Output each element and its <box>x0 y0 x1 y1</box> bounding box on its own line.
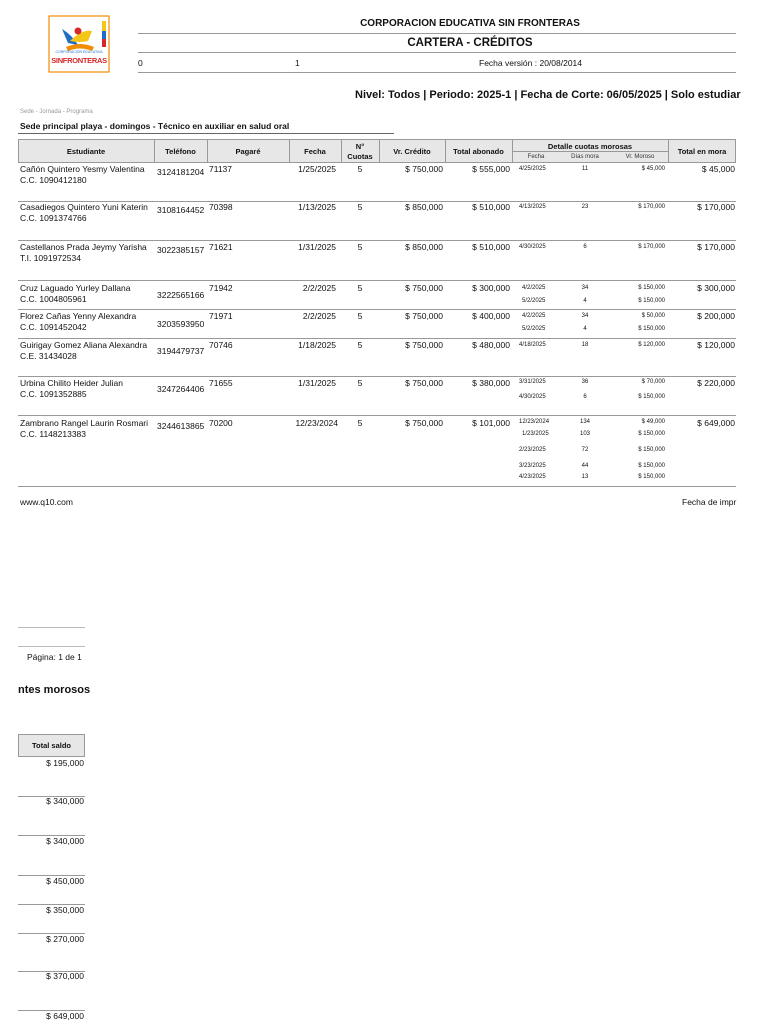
total-saldo-cell: $ 195,000 <box>46 758 84 768</box>
student-doc: C.E. 31434028 <box>20 351 77 361</box>
detail-date: 12/23/2024 <box>519 419 550 425</box>
col-cuotas-1: N° <box>355 142 365 151</box>
student-name: Cruz Laguado Yurley Dallana <box>20 283 131 293</box>
organization-name: CORPORACION EDUCATIVA SIN FRONTERAS <box>360 18 580 29</box>
credit-date: 1/25/2025 <box>298 164 336 174</box>
col-cuotas-2: Cuotas <box>347 152 373 161</box>
credit-date: 1/18/2025 <box>298 340 336 350</box>
total-overdue: $ 300,000 <box>697 283 735 293</box>
detail-amount: $ 150,000 <box>638 285 665 291</box>
pagare: 71655 <box>209 378 233 388</box>
student-doc: C.C. 1091352885 <box>20 389 87 399</box>
credit-value: $ 750,000 <box>405 311 443 321</box>
detail-amount: $ 49,000 <box>641 419 665 425</box>
student-doc: C.C. 1090412180 <box>20 175 87 185</box>
detail-days: 44 <box>581 463 589 469</box>
detail-amount: $ 150,000 <box>638 394 665 400</box>
total-paid: $ 101,000 <box>472 418 510 428</box>
student-name: Castellanos Prada Jeymy Yarisha <box>20 242 147 252</box>
student-doc: C.C. 1004805961 <box>20 294 87 304</box>
detail-amount: $ 170,000 <box>638 204 665 210</box>
row-divider <box>18 240 736 241</box>
detail-amount: $ 50,000 <box>641 313 665 319</box>
student-doc: C.C. 1091374766 <box>20 213 87 223</box>
detail-days: 72 <box>581 447 589 453</box>
overflow-title-fragment: ntes morosos <box>18 684 91 696</box>
detail-date: 5/2/2025 <box>522 298 546 304</box>
detail-amount: $ 150,000 <box>638 298 665 304</box>
detail-days: 6 <box>583 244 587 250</box>
total-overdue: $ 220,000 <box>697 378 735 388</box>
student-name: Casadiegos Quintero Yuni Katerin <box>20 202 148 212</box>
student-name: Florez Cañas Yenny Alexandra <box>20 311 137 321</box>
detail-days: 18 <box>581 342 589 348</box>
student-name: Urbina Chilito Heider Julian <box>20 378 123 388</box>
credit-date: 2/2/2025 <box>302 311 336 321</box>
credit-value: $ 750,000 <box>405 378 443 388</box>
installments: 5 <box>357 164 363 174</box>
detail-amount: $ 150,000 <box>638 463 665 469</box>
row-divider <box>18 280 736 281</box>
credit-value: $ 750,000 <box>405 164 443 174</box>
report-title: CARTERA - CRÉDITOS <box>407 37 533 49</box>
total-overdue: $ 200,000 <box>697 311 735 321</box>
detail-days: 4 <box>583 298 587 304</box>
pagare: 71621 <box>209 242 233 252</box>
student-name: Zambrano Rangel Laurin Rosmari <box>20 418 149 428</box>
detail-amount: $ 150,000 <box>638 474 665 480</box>
installments: 5 <box>357 202 363 212</box>
pagare: 70200 <box>209 418 233 428</box>
detail-date: 4/30/2025 <box>519 394 546 400</box>
filters-line: Nivel: Todos | Periodo: 2025-1 | Fecha de Corte: 06/05/2025 | Solo estudiar <box>355 89 741 101</box>
detail-date: 4/2/2025 <box>522 313 546 319</box>
header-rule-1 <box>138 33 736 34</box>
credit-date: 12/23/2024 <box>295 418 338 428</box>
header-rule-3 <box>138 72 736 73</box>
detail-days: 36 <box>581 379 589 385</box>
detail-date: 3/23/2025 <box>519 463 546 469</box>
row-divider <box>18 415 736 416</box>
col-total-abonado: Total abonado <box>453 147 504 156</box>
installments: 5 <box>357 378 363 388</box>
total-paid: $ 380,000 <box>472 378 510 388</box>
total-paid: $ 400,000 <box>472 311 510 321</box>
total-overdue: $ 649,000 <box>697 418 735 428</box>
col-fecha: Fecha <box>304 147 326 156</box>
total-paid: $ 480,000 <box>472 340 510 350</box>
version-date: Fecha versión : 20/08/2014 <box>479 58 583 68</box>
detail-amount: $ 170,000 <box>638 244 665 250</box>
detail-date: 4/25/2025 <box>519 166 546 172</box>
credit-date: 1/31/2025 <box>298 378 336 388</box>
student-phone: 3022385157 <box>157 245 205 255</box>
col-estudiante: Estudiante <box>66 147 106 156</box>
credit-value: $ 750,000 <box>405 340 443 350</box>
credit-date: 2/2/2025 <box>302 283 336 293</box>
col-vr-credito: Vr. Crédito <box>393 147 431 156</box>
student-phone: 3203593950 <box>157 319 205 329</box>
detail-days: 4 <box>583 326 587 332</box>
total-saldo-cell: $ 649,000 <box>46 1011 84 1021</box>
detail-days: 23 <box>581 204 589 210</box>
col-detalle: Detalle cuotas morosas <box>547 142 633 151</box>
total-saldo-cell: $ 270,000 <box>46 934 84 944</box>
detail-days: 11 <box>581 166 589 172</box>
pagare: 71971 <box>209 311 233 321</box>
student-name: Guirigay Gomez Aliana Alexandra <box>20 340 148 350</box>
student-phone: 3222565166 <box>157 290 205 300</box>
total-paid: $ 300,000 <box>472 283 510 293</box>
col-total-mora: Total en mora <box>677 147 727 156</box>
installments: 5 <box>357 311 363 321</box>
pagare: 70398 <box>209 202 233 212</box>
page-number-mid: 1 <box>295 58 300 68</box>
total-paid: $ 555,000 <box>472 164 510 174</box>
header-rule-2 <box>138 52 736 53</box>
detail-days: 13 <box>581 474 589 480</box>
col-pagare: Pagaré <box>235 147 261 156</box>
credit-value: $ 750,000 <box>405 418 443 428</box>
detail-date: 4/13/2025 <box>519 204 546 210</box>
installments: 5 <box>357 283 363 293</box>
detail-amount: $ 120,000 <box>638 342 665 348</box>
student-doc: C.C. 1091452042 <box>20 322 87 332</box>
col-det-fecha: Fecha <box>527 154 545 160</box>
detail-date: 4/18/2025 <box>519 342 546 348</box>
left-code: 0 <box>138 58 143 68</box>
student-phone: 3108164452 <box>157 205 205 215</box>
credit-value: $ 850,000 <box>405 242 443 252</box>
detail-amount: $ 150,000 <box>638 431 665 437</box>
detail-date: 1/23/2025 <box>522 431 549 437</box>
page-indicator: Página: 1 de 1 <box>27 652 82 662</box>
row-divider <box>18 309 736 310</box>
credit-value: $ 750,000 <box>405 283 443 293</box>
installments: 5 <box>357 418 363 428</box>
total-paid: $ 510,000 <box>472 202 510 212</box>
col-telefono: Teléfono <box>165 147 196 156</box>
detail-amount: $ 45,000 <box>641 166 665 172</box>
detail-date: 3/31/2025 <box>519 379 546 385</box>
detail-date: 5/2/2025 <box>522 326 546 332</box>
total-overdue: $ 45,000 <box>701 164 735 174</box>
row-divider <box>18 376 736 377</box>
footer-rule <box>18 646 85 647</box>
detail-days: 6 <box>583 394 587 400</box>
sede-caption: Sede - Jornada - Programa <box>20 109 93 115</box>
student-doc: C.C. 1148213383 <box>20 429 87 439</box>
detalle-subrule <box>512 151 668 152</box>
row-divider <box>18 338 736 339</box>
total-saldo-cell: $ 340,000 <box>46 796 84 806</box>
student-phone: 3194479737 <box>157 346 205 356</box>
sede-title: Sede principal playa - domingos - Técnico en auxiliar en salud oral <box>20 121 290 131</box>
total-saldo-header: Total saldo <box>18 734 85 757</box>
col-det-dias: Días mora <box>571 154 599 160</box>
pagare: 71137 <box>209 164 233 174</box>
credit-date: 1/13/2025 <box>298 202 336 212</box>
detail-days: 34 <box>581 313 589 319</box>
detail-date: 4/2/2025 <box>522 285 546 291</box>
detail-date: 2/23/2025 <box>519 447 546 453</box>
total-paid: $ 510,000 <box>472 242 510 252</box>
logo-text-bottom: SINFRONTERAS <box>51 56 107 65</box>
sede-underline <box>18 133 394 134</box>
detail-amount: $ 150,000 <box>638 326 665 332</box>
detail-amount: $ 150,000 <box>638 447 665 453</box>
pagare: 70746 <box>209 340 233 350</box>
student-phone: 3247264406 <box>157 384 205 394</box>
total-overdue: $ 170,000 <box>697 242 735 252</box>
detail-date: 4/30/2025 <box>519 244 546 250</box>
detail-days: 34 <box>581 285 589 291</box>
detail-days: 134 <box>579 419 590 425</box>
logo-text-top: CORPORACIÓN EDUCATIVA <box>55 50 103 54</box>
installments: 5 <box>357 242 363 252</box>
print-date-label: Fecha de impr <box>682 497 737 507</box>
total-saldo-cell: $ 350,000 <box>46 905 84 915</box>
detail-days: 103 <box>579 431 590 437</box>
website-link[interactable]: www.q10.com <box>20 497 73 507</box>
student-phone: 3244613865 <box>157 421 205 431</box>
total-saldo-cell: $ 340,000 <box>46 836 84 846</box>
credit-date: 1/31/2025 <box>298 242 336 252</box>
col-det-vr: Vr. Moroso <box>625 154 655 160</box>
total-saldo-cell: $ 450,000 <box>46 876 84 886</box>
total-overdue: $ 120,000 <box>697 340 735 350</box>
credit-value: $ 850,000 <box>405 202 443 212</box>
student-phone: 3124181204 <box>157 167 205 177</box>
row-divider <box>18 486 736 487</box>
student-doc: T.I. 1091972534 <box>20 253 81 263</box>
pagare: 71942 <box>209 283 233 293</box>
detail-amount: $ 70,000 <box>641 379 665 385</box>
total-overdue: $ 170,000 <box>697 202 735 212</box>
student-name: Cañón Quintero Yesmy Valentina <box>20 164 145 174</box>
footer-rule <box>18 627 85 628</box>
detail-date: 4/23/2025 <box>519 474 546 480</box>
installments: 5 <box>357 340 363 350</box>
total-saldo-cell: $ 370,000 <box>46 971 84 981</box>
